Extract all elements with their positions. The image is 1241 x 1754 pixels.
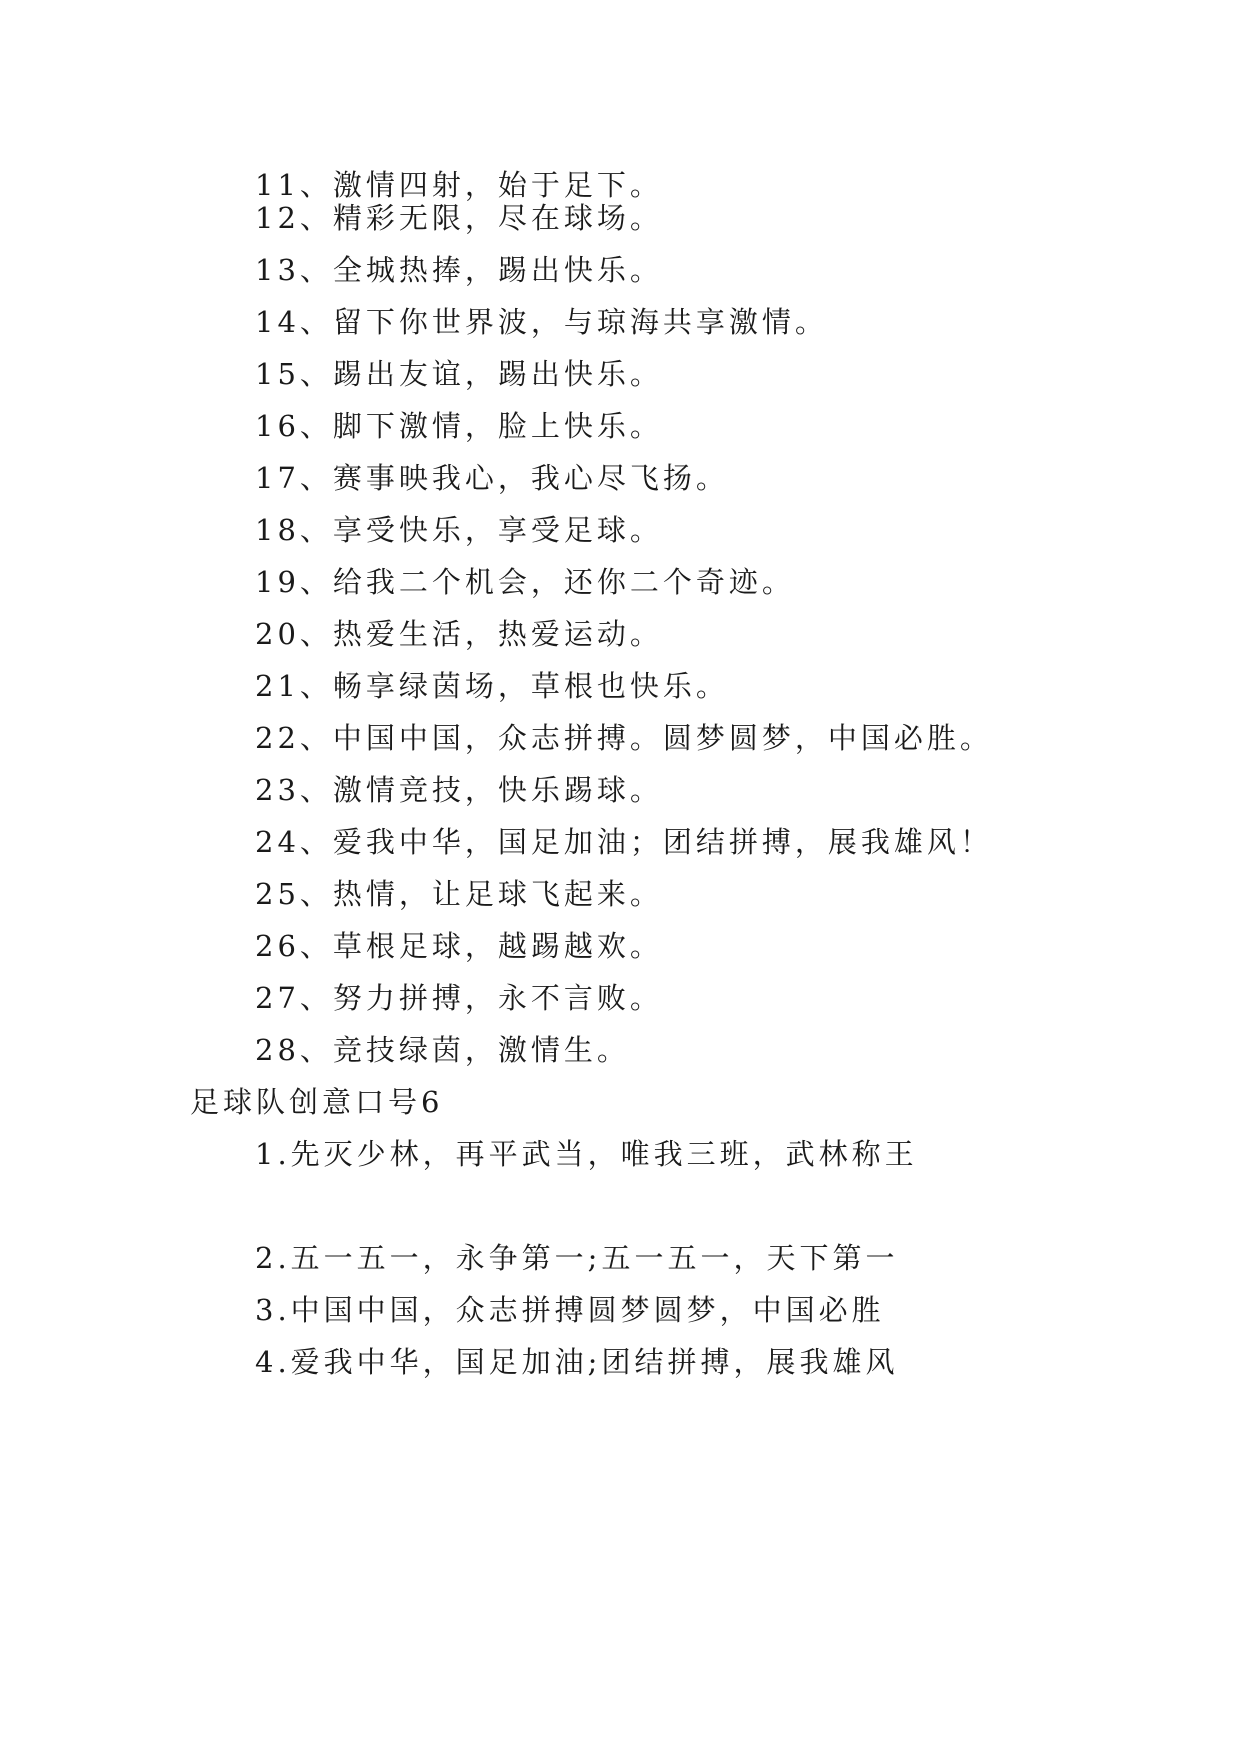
slogan-line: 2.五一五一，永争第一;五一五一，天下第一 bbox=[255, 1241, 899, 1275]
slogan-line: 19、给我二个机会，还你二个奇迹。 bbox=[255, 565, 795, 599]
slogan-line: 14、留下你世界波，与琼海共享激情。 bbox=[255, 305, 828, 339]
slogan-line: 27、努力拼搏，永不言败。 bbox=[255, 981, 663, 1015]
slogan-line: 20、热爱生活，热爱运动。 bbox=[255, 617, 663, 651]
slogan-line: 1.先灭少林，再平武当，唯我三班，武林称王 bbox=[255, 1137, 918, 1171]
slogan-line: 4.爱我中华，国足加油;团结拼搏，展我雄风 bbox=[255, 1345, 899, 1379]
slogan-line: 28、竞技绿茵，激情生。 bbox=[255, 1033, 630, 1067]
slogan-line: 18、享受快乐，享受足球。 bbox=[255, 513, 663, 547]
section-heading: 足球队创意口号6 bbox=[190, 1085, 444, 1119]
slogan-line: 22、中国中国，众志拼搏。圆梦圆梦，中国必胜。 bbox=[255, 721, 993, 755]
slogan-line: 12、精彩无限，尽在球场。 bbox=[255, 201, 663, 235]
slogan-line: 13、全城热捧，踢出快乐。 bbox=[255, 253, 663, 287]
slogan-line: 23、激情竞技，快乐踢球。 bbox=[255, 773, 663, 807]
slogan-line: 11、激情四射，始于足下。 bbox=[255, 168, 663, 202]
slogan-line: 25、热情，让足球飞起来。 bbox=[255, 877, 663, 911]
slogan-line: 17、赛事映我心，我心尽飞扬。 bbox=[255, 461, 729, 495]
slogan-line: 16、脚下激情，脸上快乐。 bbox=[255, 409, 663, 443]
slogan-line: 24、爱我中华，国足加油；团结拼搏，展我雄风！ bbox=[255, 825, 993, 859]
slogan-line: 15、踢出友谊，踢出快乐。 bbox=[255, 357, 663, 391]
slogan-line: 26、草根足球，越踢越欢。 bbox=[255, 929, 663, 963]
slogan-line: 21、畅享绿茵场，草根也快乐。 bbox=[255, 669, 729, 703]
slogan-line: 3.中国中国，众志拼搏圆梦圆梦，中国必胜 bbox=[255, 1293, 885, 1327]
